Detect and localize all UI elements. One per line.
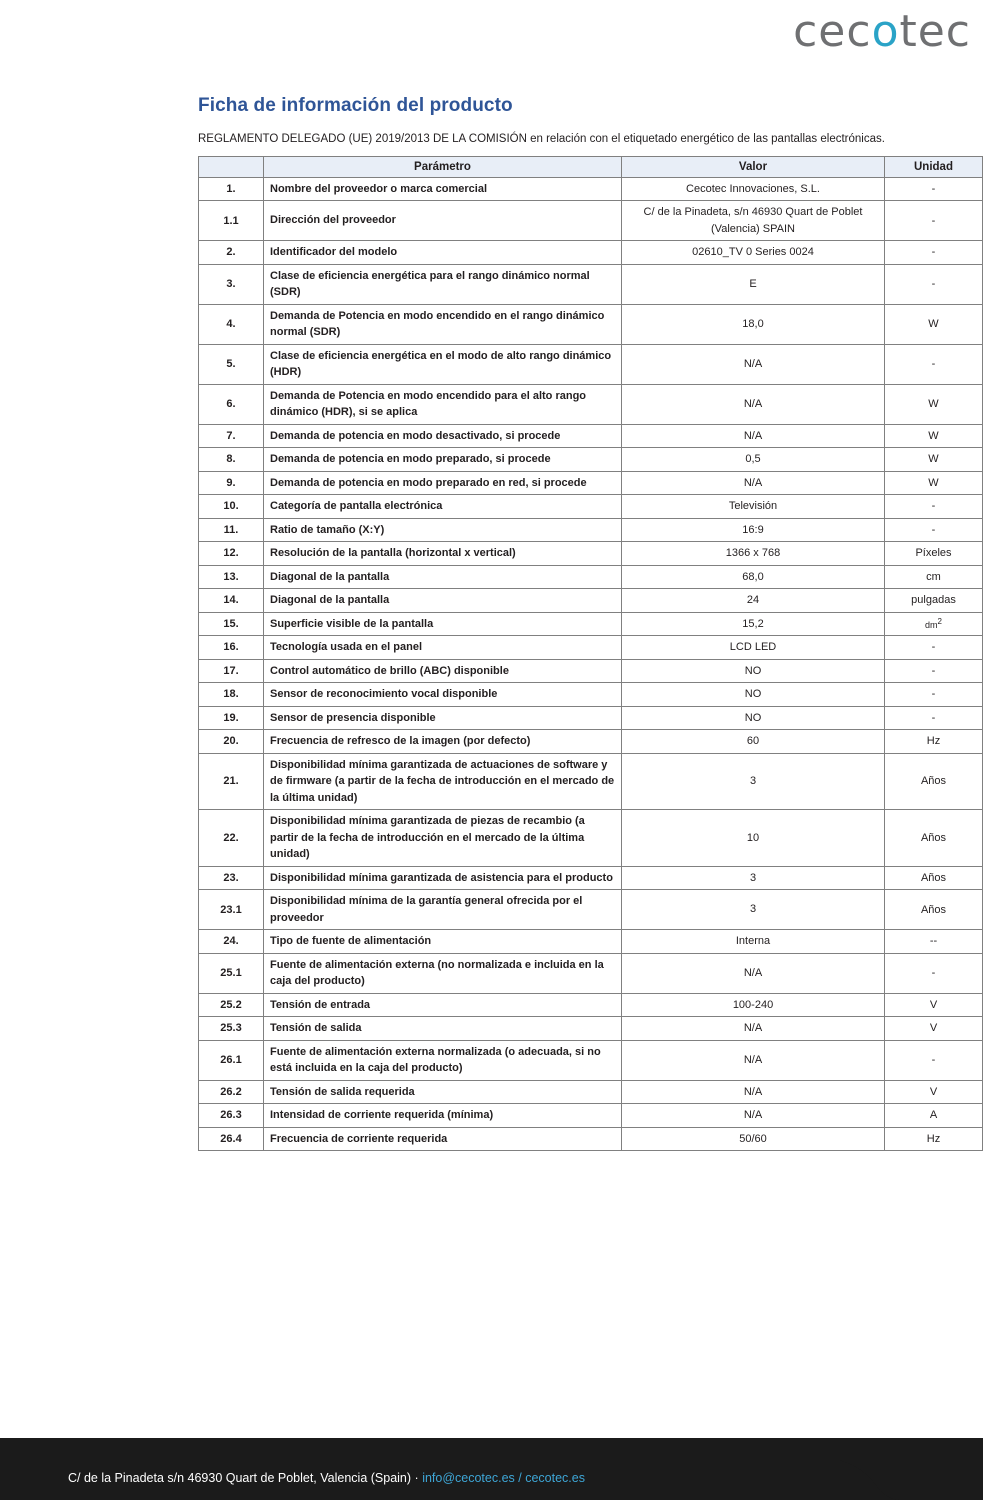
row-parameter: Fuente de alimentación externa (no normalizada e incluida en la caja del producto)	[264, 953, 622, 993]
row-value: 24	[622, 589, 885, 613]
row-parameter: Tensión de salida	[264, 1017, 622, 1041]
table-row	[199, 542, 983, 566]
footer-separator: ·	[414, 1471, 419, 1485]
row-value: 16:9	[622, 518, 885, 542]
row-unit: dm2	[885, 612, 983, 636]
row-unit: pulgadas	[885, 589, 983, 613]
row-parameter: Resolución de la pantalla (horizontal x vertical)	[264, 542, 622, 566]
row-value: N/A	[622, 953, 885, 993]
table-row	[199, 1080, 983, 1104]
row-value: 100-240	[622, 993, 885, 1017]
footer-contact-line	[68, 1456, 585, 1500]
table-row	[199, 1017, 983, 1041]
row-value: 15,2	[622, 612, 885, 636]
row-parameter: Disponibilidad mínima garantizada de actuaciones de software y de firmware (a partir de la fecha de introducción en el mercado de la última unidad)	[264, 753, 622, 810]
row-number: 24.	[199, 930, 264, 954]
row-value: N/A	[622, 1104, 885, 1128]
row-unit: -	[885, 953, 983, 993]
row-number: 13.	[199, 565, 264, 589]
row-unit: V	[885, 993, 983, 1017]
row-value: 3	[622, 866, 885, 890]
row-value: 18,0	[622, 304, 885, 344]
row-unit: Hz	[885, 1127, 983, 1151]
row-value: 10	[622, 810, 885, 867]
row-unit: -	[885, 344, 983, 384]
row-unit: V	[885, 1080, 983, 1104]
table-row	[199, 471, 983, 495]
row-number: 18.	[199, 683, 264, 707]
row-number: 25.3	[199, 1017, 264, 1041]
row-value: N/A	[622, 424, 885, 448]
row-unit: -	[885, 636, 983, 660]
row-parameter: Superficie visible de la pantalla	[264, 612, 622, 636]
row-number: 10.	[199, 495, 264, 519]
table-row	[199, 518, 983, 542]
row-unit: Años	[885, 866, 983, 890]
row-parameter: Tipo de fuente de alimentación	[264, 930, 622, 954]
row-parameter: Diagonal de la pantalla	[264, 589, 622, 613]
page-footer	[0, 1438, 983, 1500]
row-parameter: Tecnología usada en el panel	[264, 636, 622, 660]
row-unit: --	[885, 930, 983, 954]
table-row	[199, 495, 983, 519]
row-parameter: Disponibilidad mínima garantizada de piezas de recambio (a partir de la fecha de introducción en el mercado de la última unidad)	[264, 810, 622, 867]
row-unit: Años	[885, 810, 983, 867]
table-row	[199, 344, 983, 384]
row-number: 21.	[199, 753, 264, 810]
column-header-unit: Unidad	[885, 156, 983, 177]
row-value: C/ de la Pinadeta, s/n 46930 Quart de Poblet (Valencia) SPAIN	[622, 201, 885, 241]
table-row	[199, 706, 983, 730]
row-number: 1.	[199, 177, 264, 201]
row-number: 25.1	[199, 953, 264, 993]
row-parameter: Demanda de potencia en modo preparado en red, si procede	[264, 471, 622, 495]
row-parameter: Clase de eficiencia energética para el rango dinámico normal (SDR)	[264, 264, 622, 304]
row-parameter: Disponibilidad mínima de la garantía general ofrecida por el proveedor	[264, 890, 622, 930]
table-row	[199, 177, 983, 201]
row-parameter: Diagonal de la pantalla	[264, 565, 622, 589]
row-number: 7.	[199, 424, 264, 448]
table-row	[199, 930, 983, 954]
row-number: 19.	[199, 706, 264, 730]
row-value: Televisión	[622, 495, 885, 519]
row-unit: -	[885, 518, 983, 542]
table-row	[199, 1104, 983, 1128]
row-value: E	[622, 264, 885, 304]
row-number: 1.1	[199, 201, 264, 241]
row-parameter: Ratio de tamaño (X:Y)	[264, 518, 622, 542]
row-number: 6.	[199, 384, 264, 424]
row-unit: Años	[885, 890, 983, 930]
row-number: 26.3	[199, 1104, 264, 1128]
cecotec-logo	[741, 6, 971, 58]
row-parameter: Categoría de pantalla electrónica	[264, 495, 622, 519]
table-row	[199, 730, 983, 754]
table-row	[199, 753, 983, 810]
row-unit: Hz	[885, 730, 983, 754]
table-row	[199, 565, 983, 589]
row-parameter: Frecuencia de refresco de la imagen (por defecto)	[264, 730, 622, 754]
row-value: 02610_TV 0 Series 0024	[622, 241, 885, 265]
table-header	[199, 156, 983, 177]
row-unit: cm	[885, 565, 983, 589]
table-row	[199, 612, 983, 636]
row-parameter: Demanda de Potencia en modo encendido en el rango dinámico normal (SDR)	[264, 304, 622, 344]
table-row	[199, 1040, 983, 1080]
row-unit: V	[885, 1017, 983, 1041]
row-parameter: Tensión de entrada	[264, 993, 622, 1017]
footer-address: C/ de la Pinadeta s/n 46930 Quart de Poblet, Valencia (Spain)	[68, 1471, 412, 1485]
row-number: 14.	[199, 589, 264, 613]
row-value: NO	[622, 683, 885, 707]
row-unit: Píxeles	[885, 542, 983, 566]
row-value: 60	[622, 730, 885, 754]
table-row	[199, 448, 983, 472]
product-information-sheet	[198, 95, 956, 1151]
table-row	[199, 264, 983, 304]
row-parameter: Frecuencia de corriente requerida	[264, 1127, 622, 1151]
row-parameter: Sensor de presencia disponible	[264, 706, 622, 730]
table-row	[199, 683, 983, 707]
row-parameter: Demanda de Potencia en modo encendido para el alto rango dinámico (HDR), si se aplica	[264, 384, 622, 424]
row-number: 11.	[199, 518, 264, 542]
row-number: 22.	[199, 810, 264, 867]
page-title: Ficha de información del producto	[198, 95, 513, 116]
column-header-parameter: Parámetro	[264, 156, 622, 177]
row-value: 50/60	[622, 1127, 885, 1151]
column-header-number	[199, 156, 264, 177]
table-body	[199, 177, 983, 1151]
row-parameter: Identificador del modelo	[264, 241, 622, 265]
table-row	[199, 993, 983, 1017]
row-unit: W	[885, 448, 983, 472]
table-row	[199, 1127, 983, 1151]
row-number: 2.	[199, 241, 264, 265]
table-row	[199, 659, 983, 683]
row-unit: A	[885, 1104, 983, 1128]
row-parameter: Disponibilidad mínima garantizada de asistencia para el producto	[264, 866, 622, 890]
row-unit: -	[885, 241, 983, 265]
row-number: 5.	[199, 344, 264, 384]
column-header-value: Valor	[622, 156, 885, 177]
row-number: 12.	[199, 542, 264, 566]
row-number: 23.	[199, 866, 264, 890]
row-unit: -	[885, 683, 983, 707]
row-number: 17.	[199, 659, 264, 683]
row-number: 23.1	[199, 890, 264, 930]
row-number: 25.2	[199, 993, 264, 1017]
row-number: 8.	[199, 448, 264, 472]
row-unit: -	[885, 495, 983, 519]
row-unit: -	[885, 1040, 983, 1080]
row-unit: -	[885, 201, 983, 241]
row-unit: W	[885, 384, 983, 424]
row-unit: -	[885, 264, 983, 304]
row-number: 9.	[199, 471, 264, 495]
table-header-row	[199, 156, 983, 177]
row-unit: -	[885, 706, 983, 730]
row-number: 16.	[199, 636, 264, 660]
row-unit: W	[885, 471, 983, 495]
row-unit: W	[885, 304, 983, 344]
row-number: 26.1	[199, 1040, 264, 1080]
table-row	[199, 636, 983, 660]
row-unit: Años	[885, 753, 983, 810]
row-value: 68,0	[622, 565, 885, 589]
row-value: NO	[622, 659, 885, 683]
row-value: N/A	[622, 1017, 885, 1041]
row-unit: -	[885, 177, 983, 201]
row-value: N/A	[622, 344, 885, 384]
row-value: N/A	[622, 1080, 885, 1104]
row-value: Interna	[622, 930, 885, 954]
row-parameter: Intensidad de corriente requerida (mínima)	[264, 1104, 622, 1128]
table-row	[199, 866, 983, 890]
row-value: 3	[622, 890, 885, 930]
table-row	[199, 424, 983, 448]
row-parameter: Sensor de reconocimiento vocal disponible	[264, 683, 622, 707]
row-parameter: Demanda de potencia en modo desactivado, si procede	[264, 424, 622, 448]
table-row	[199, 589, 983, 613]
row-parameter: Tensión de salida requerida	[264, 1080, 622, 1104]
table-row	[199, 384, 983, 424]
row-parameter: Control automático de brillo (ABC) disponible	[264, 659, 622, 683]
row-parameter: Fuente de alimentación externa normalizada (o adecuada, si no está incluida en la caja del producto)	[264, 1040, 622, 1080]
row-value: 3	[622, 753, 885, 810]
table-row	[199, 890, 983, 930]
regulation-intro: REGLAMENTO DELEGADO (UE) 2019/2013 DE LA COMISIÓN en relación con el etiquetado energético de las pantallas electrónicas.	[198, 133, 885, 145]
row-value: 0,5	[622, 448, 885, 472]
row-value: N/A	[622, 471, 885, 495]
product-parameters-table	[198, 156, 983, 1152]
row-number: 3.	[199, 264, 264, 304]
row-value: NO	[622, 706, 885, 730]
table-row	[199, 201, 983, 241]
row-value: Cecotec Innovaciones, S.L.	[622, 177, 885, 201]
row-parameter: Dirección del proveedor	[264, 201, 622, 241]
row-parameter: Nombre del proveedor o marca comercial	[264, 177, 622, 201]
row-unit: -	[885, 659, 983, 683]
row-number: 4.	[199, 304, 264, 344]
footer-contact-link[interactable]: info@cecotec.es / cecotec.es	[422, 1471, 585, 1485]
table-row	[199, 241, 983, 265]
row-number: 26.2	[199, 1080, 264, 1104]
row-unit: W	[885, 424, 983, 448]
row-number: 15.	[199, 612, 264, 636]
row-value: LCD LED	[622, 636, 885, 660]
table-row	[199, 810, 983, 867]
table-row	[199, 304, 983, 344]
table-row	[199, 953, 983, 993]
row-value: N/A	[622, 384, 885, 424]
row-parameter: Clase de eficiencia energética en el modo de alto rango dinámico (HDR)	[264, 344, 622, 384]
row-number: 26.4	[199, 1127, 264, 1151]
row-value: N/A	[622, 1040, 885, 1080]
row-value: 1366 x 768	[622, 542, 885, 566]
row-parameter: Demanda de potencia en modo preparado, si procede	[264, 448, 622, 472]
logo-accent-o: o	[871, 6, 900, 57]
logo-wordmark: cecotec	[793, 6, 971, 57]
row-number: 20.	[199, 730, 264, 754]
